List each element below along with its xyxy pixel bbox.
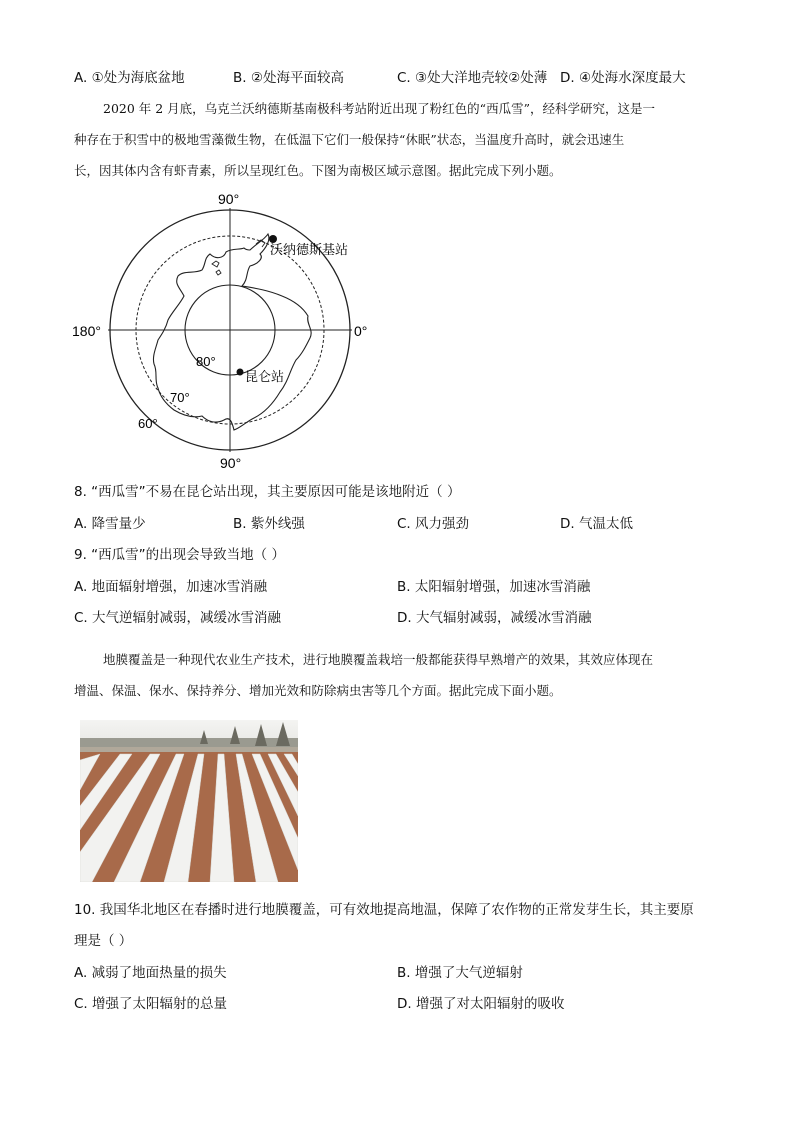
island-1 (212, 261, 219, 267)
passage1-line2: 种存在于积雪中的极地雪藻微生物，在低温下它们一般保持“休眠”状态，当温度升高时，就会迅速生 (74, 132, 625, 147)
label-vernadsky-station: 沃纳德斯基站 (270, 242, 349, 257)
q8-stem: 8. “西瓜雪”不易在昆仑站出现，其主要原因可能是该地附近（ ） (74, 484, 461, 500)
label-lat-60: 60° (138, 416, 158, 431)
field-illustration (80, 720, 298, 882)
label-lon-bottom: 90° (220, 455, 242, 471)
label-lat-70: 70° (170, 390, 190, 405)
q9-option-d: D. 大气辐射减弱，减缓冰雪消融 (397, 610, 592, 626)
q10-option-a: A. 减弱了地面热量的损失 (74, 965, 227, 981)
q7-option-b: B. ②处海平面较高 (233, 70, 344, 86)
q8-option-d: D. 气温太低 (560, 516, 633, 532)
q8-option-a: A. 降雪量少 (74, 516, 146, 532)
q7-option-a: A. ①处为海底盆地 (74, 70, 185, 86)
q10-option-c: C. 增强了太阳辐射的总量 (74, 996, 228, 1012)
antarctica-map (70, 188, 380, 473)
label-kunlun-station: 昆仑站 (245, 369, 285, 384)
q10-option-b: B. 增强了大气逆辐射 (397, 965, 523, 981)
q9-option-b: B. 太阳辐射增强，加速冰雪消融 (397, 579, 591, 595)
plastic-mulch-field-photo (80, 720, 298, 882)
q8-option-b: B. 紫外线强 (233, 516, 305, 532)
q7-option-d: D. ④处海水深度最大 (560, 70, 686, 86)
kunlun-station-dot (237, 369, 244, 376)
label-lat-80: 80° (196, 354, 216, 369)
q9-option-c: C. 大气逆辐射减弱，减缓冰雪消融 (74, 610, 282, 626)
q7-option-c: C. ③处大洋地壳较②处薄 (397, 70, 548, 86)
q8-option-c: C. 风力强劲 (397, 516, 470, 532)
passage1-line3: 长，因其体内含有虾青素，所以呈现红色。下图为南极区域示意图。据此完成下列小题。 (74, 163, 562, 178)
q10-stem-line2: 理是（ ） (74, 933, 133, 949)
passage2-line1: 地膜覆盖是一种现代农业生产技术，进行地膜覆盖栽培一般都能获得早熟增产的效果，其效应体现在 (103, 652, 654, 667)
passage2-line2: 增温、保温、保水、保持养分、增加光效和防除病虫害等几个方面。据此完成下面小题。 (74, 683, 562, 698)
label-lon-left: 180° (72, 323, 101, 339)
q10-option-d: D. 增强了对太阳辐射的吸收 (397, 996, 565, 1012)
q9-stem: 9. “西瓜雪”的出现会导致当地（ ） (74, 547, 285, 563)
q9-option-a: A. 地面辐射增强，加速冰雪消融 (74, 579, 268, 595)
q10-stem-line1: 10. 我国华北地区在春播时进行地膜覆盖，可有效地提高地温，保障了农作物的正常发芽生长，其主要原 (74, 902, 694, 918)
label-lon-right: 0° (354, 323, 368, 339)
passage1-line1: 2020 年 2 月底，乌克兰沃纳德斯基南极科考站附近出现了粉红色的“西瓜雪”，经科学研究，这是一 (103, 101, 655, 116)
island-2 (216, 270, 221, 275)
label-lon-top: 90° (218, 191, 240, 207)
